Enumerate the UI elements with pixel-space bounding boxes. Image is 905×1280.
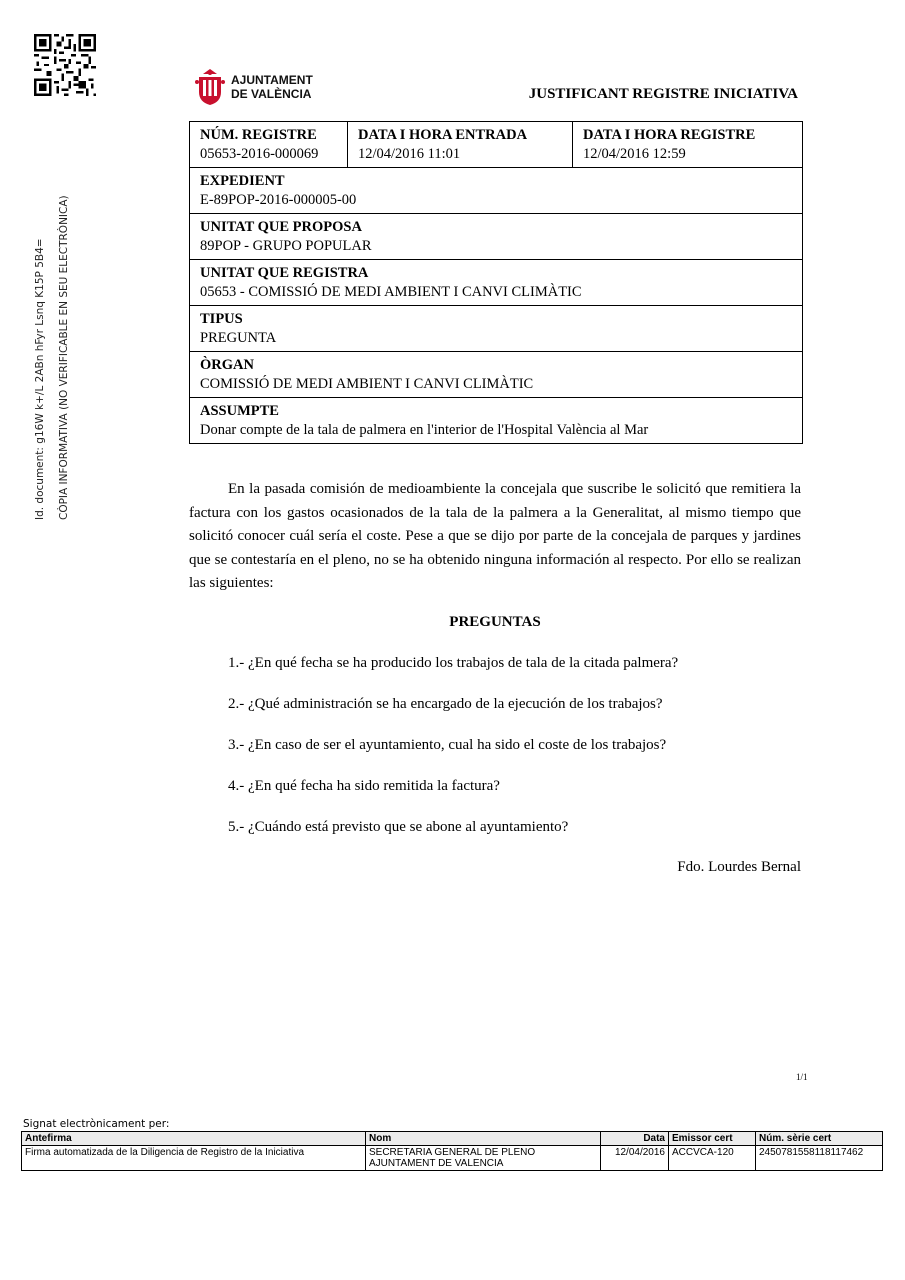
assumpte-label: ASSUMPTE (200, 403, 279, 419)
num-registre-label: NÚM. REGISTRE (200, 127, 317, 143)
unitat-registra-label: UNITAT QUE REGISTRA (200, 265, 369, 281)
questions-title: PREGUNTAS (449, 614, 541, 630)
nom-line2: AJUNTAMENT DE VALENCIA (369, 1158, 504, 1169)
nom-line1: SECRETARIA GENERAL DE PLENO (369, 1147, 536, 1158)
antefirma-value: Firma automatizada de la Diligencia de Registro de la Iniciativa (22, 1146, 366, 1171)
data-entrada-label: DATA I HORA ENTRADA (358, 127, 528, 143)
tipus-label: TIPUS (200, 311, 243, 327)
logo-line2: DE VALÈNCIA (231, 87, 312, 101)
document-id: Id. document: g16W k+/L 2ABn hFyr Lsnq K15P 5B4= (34, 238, 46, 520)
assumpte-value: Donar compte de la tala de palmera en l'interior de l'Hospital València al Mar (200, 422, 649, 438)
data-registre-value: 12/04/2016 12:59 (583, 146, 686, 162)
question-1: 1.- ¿En qué fecha se ha producido los trabajos de tala de la citada palmera? (228, 655, 679, 671)
organ-value: COMISSIÓ DE MEDI AMBIENT I CANVI CLIMÀTIC (200, 376, 534, 392)
num-registre-value: 05653-2016-000069 (200, 146, 319, 162)
document-title: JUSTIFICANT REGISTRE INICIATIVA (528, 86, 798, 102)
serie-value: 2450781558118117462 (756, 1146, 883, 1171)
expedient-value: E-89POP-2016-000005-00 (200, 192, 357, 208)
question-3: 3.- ¿En caso de ser el ayuntamiento, cual ha sido el coste de los trabajos? (228, 737, 667, 753)
table-row (22, 1146, 883, 1171)
emissor-value: ACCVCA-120 (669, 1146, 756, 1171)
signature-table (21, 1131, 883, 1171)
unitat-registra-cell (190, 260, 803, 306)
organ-cell (190, 352, 803, 398)
col-data: Data (601, 1132, 669, 1146)
data-registre-label: DATA I HORA REGISTRE (583, 127, 756, 143)
logo-line1: AJUNTAMENT (231, 73, 313, 87)
data-entrada-value: 12/04/2016 11:01 (358, 146, 461, 162)
tipus-cell (190, 306, 803, 352)
unitat-proposa-value: 89POP - GRUPO POPULAR (200, 238, 372, 254)
qr-code (34, 34, 96, 96)
ajuntament-logo (195, 68, 313, 106)
col-nom: Nom (366, 1132, 601, 1146)
unitat-registra-value: 05653 - COMISSIÓ DE MEDI AMBIENT I CANVI CLIMÀTIC (200, 284, 582, 300)
data-registre-cell (573, 122, 803, 168)
organ-label: ÒRGAN (200, 357, 254, 373)
expedient-label: EXPEDIENT (200, 173, 285, 189)
unitat-proposa-cell (190, 214, 803, 260)
registry-table (189, 121, 803, 444)
expedient-cell (190, 168, 803, 214)
nom-value (366, 1146, 601, 1171)
tipus-value: PREGUNTA (200, 330, 277, 346)
side-document-note (28, 195, 76, 520)
question-5: 5.- ¿Cuándo está previsto que se abone al ayuntamiento? (228, 819, 569, 835)
data-entrada-cell (348, 122, 573, 168)
copy-notice: CÒPIA INFORMATIVA (NO VERIFICABLE EN SEU ELECTRÒNICA) (58, 195, 70, 520)
num-registre-cell (190, 122, 348, 168)
col-antefirma: Antefirma (22, 1132, 366, 1146)
question-2: 2.- ¿Qué administración se ha encargado de la ejecución de los trabajos? (228, 696, 663, 712)
signed-by-label: Signat electrònicament per: (23, 1118, 170, 1130)
signature-line: Fdo. Lourdes Bernal (677, 859, 801, 875)
intro-paragraph: En la pasada comisión de medioambiente la concejala que suscribe le solicitó que remitiera la factura con los gastos ocasionados de la tala de la palmera a la Generalitat, al mismo tiempo que solicitó conocer cuál sería el coste. Pese a que se dijo por parte de la concejala de parques y jardines que se contestaría en el pleno, no se ha obtenido ninguna información al respecto. Por ello se realizan las siguientes: (189, 481, 801, 591)
col-emissor: Emissor cert (669, 1132, 756, 1146)
unitat-proposa-label: UNITAT QUE PROPOSA (200, 219, 362, 235)
assumpte-cell (190, 398, 803, 444)
data-value: 12/04/2016 (601, 1146, 669, 1171)
page-number: 1/1 (796, 1072, 808, 1082)
question-4: 4.- ¿En qué fecha ha sido remitida la factura? (228, 778, 500, 794)
signature-table-header (22, 1132, 883, 1146)
coat-of-arms-icon (195, 68, 225, 106)
col-serie: Núm. sèrie cert (756, 1132, 883, 1146)
